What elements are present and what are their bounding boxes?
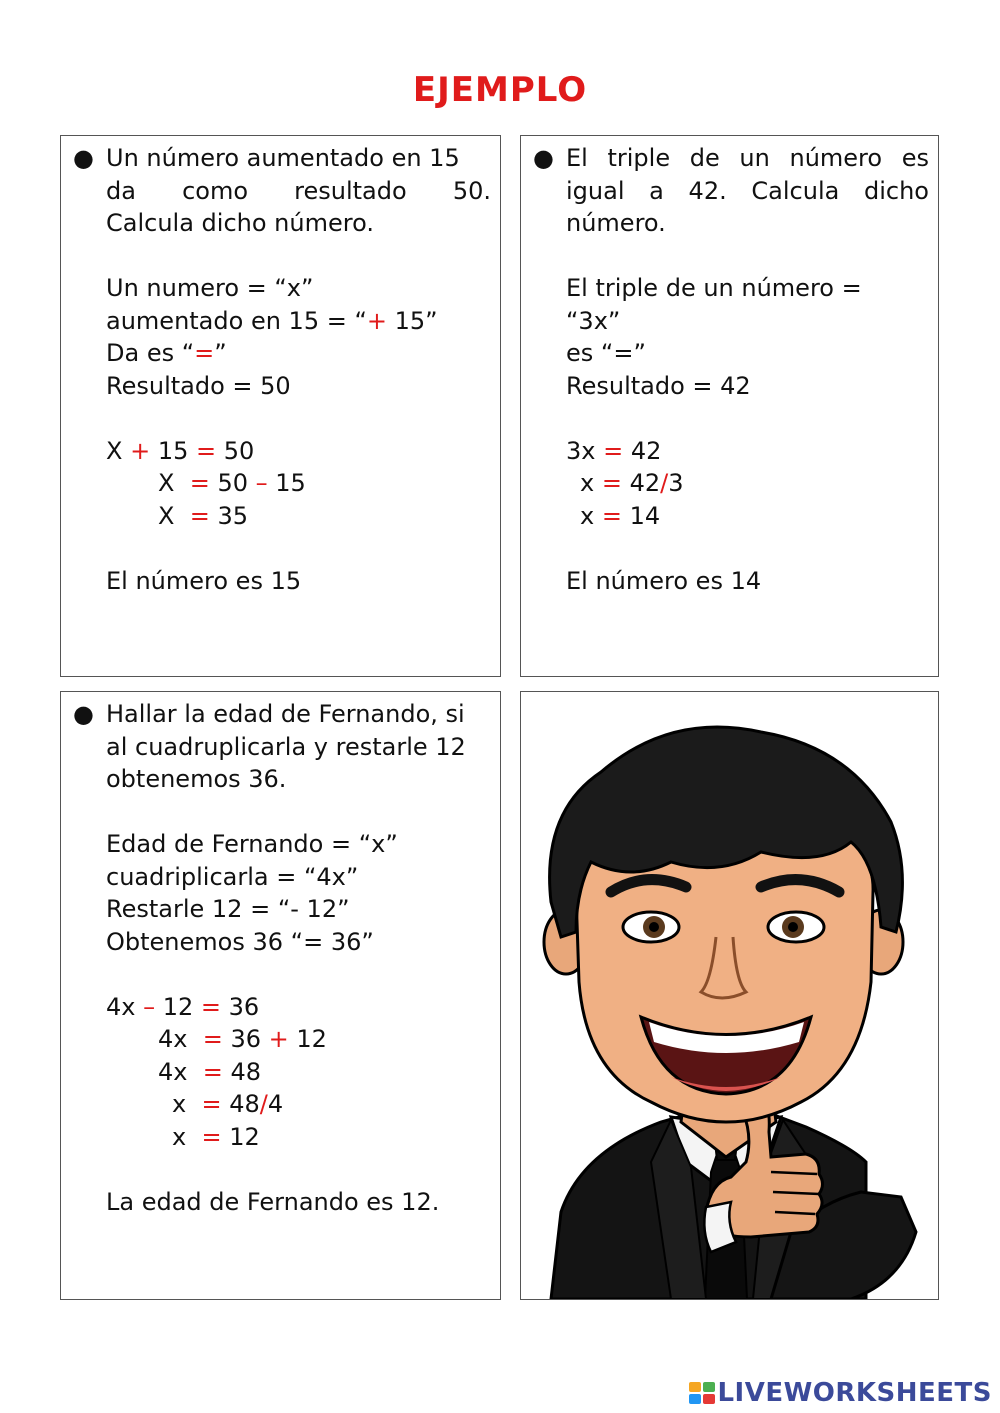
bullet-icon: ●: [73, 700, 94, 728]
teacher-avatar-illustration: [521, 692, 938, 1299]
bullet-icon: ●: [533, 144, 554, 172]
equation-line-2: X = 50 – 15: [158, 469, 306, 497]
equation-line-3: 4x = 48: [158, 1057, 262, 1086]
answer-line: El número es 15: [106, 566, 302, 595]
analysis-line-3: es “=”: [566, 339, 646, 367]
footer-brand-text: LIVEWORKSHEETS: [717, 1378, 992, 1408]
problem-line-1: Un número aumentado en 15: [106, 144, 460, 172]
avatar-card: [520, 691, 939, 1300]
equation-line-1: 4x – 12 = 36: [106, 992, 260, 1021]
answer-line: La edad de Fernando es 12.: [106, 1187, 440, 1216]
analysis-line-2: cuadriplicarla = “4x”: [106, 862, 359, 891]
analysis-line-4: Resultado = 42: [566, 371, 751, 400]
analysis-line-3: Da es “=”: [106, 339, 227, 367]
problem-line-3: Calcula dicho número.: [106, 209, 374, 237]
analysis-line-4: Obtenemos 36 “= 36”: [106, 927, 374, 956]
analysis-line-1: Un numero = “x”: [106, 274, 314, 302]
liveworksheets-logo-icon: [689, 1382, 715, 1404]
equation-line-2: x = 42/3: [580, 469, 684, 497]
answer-line: El número es 14: [566, 566, 762, 595]
analysis-line-4: Resultado = 50: [106, 371, 291, 400]
equation-line-3: x = 14: [580, 501, 661, 530]
example-card-2: [520, 135, 939, 677]
equation-line-5: x = 12: [172, 1122, 260, 1151]
equation-line-1: X + 15 = 50: [106, 436, 255, 465]
analysis-line-2: “3x”: [566, 306, 621, 335]
bullet-icon: ●: [73, 144, 94, 172]
problem-line-1: Hallar la edad de Fernando, si: [106, 700, 465, 728]
analysis-line-1: El triple de un número =: [566, 274, 862, 302]
example-card-1: [60, 135, 501, 677]
equation-line-4: x = 48/4: [172, 1090, 284, 1118]
analysis-line-2: aumentado en 15 = “+ 15”: [106, 306, 438, 335]
problem-line-2: igual a 42. Calcula dicho: [566, 176, 929, 205]
analysis-line-3: Restarle 12 = “- 12”: [106, 895, 350, 923]
example-card-3: [60, 691, 501, 1300]
problem-line-2: al cuadruplicarla y restarle 12: [106, 732, 466, 761]
analysis-line-1: Edad de Fernando = “x”: [106, 830, 398, 858]
problem-line-1: El triple de un número es: [566, 144, 929, 172]
equation-line-2: 4x = 36 + 12: [158, 1025, 327, 1053]
footer-brand: [689, 1378, 992, 1408]
problem-line-3: obtenemos 36.: [106, 765, 287, 793]
equation-line-1: 3x = 42: [566, 436, 662, 465]
problem-line-3: número.: [566, 209, 666, 237]
problem-line-2: da como resultado 50.: [106, 176, 491, 205]
page-title: EJEMPLO: [412, 70, 588, 110]
equation-line-3: X = 35: [158, 501, 248, 530]
